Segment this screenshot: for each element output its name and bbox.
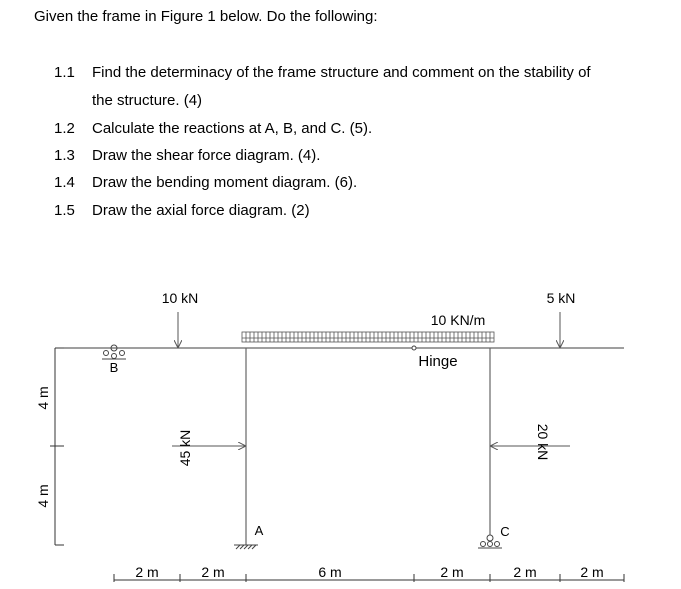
dim-segment: 2 m xyxy=(513,564,537,580)
vertical-dimension xyxy=(50,348,64,545)
udl-label: 10 KN/m xyxy=(430,312,486,328)
udl-load xyxy=(242,332,494,342)
support-C-roller xyxy=(478,535,502,548)
question-number: 1.3 xyxy=(54,147,75,164)
question-number: 1.4 xyxy=(54,174,75,191)
hinge-icon xyxy=(412,346,416,350)
question-number: 1.2 xyxy=(54,120,75,137)
question-number: 1.5 xyxy=(54,202,75,219)
question-text-cont: the structure. (4) xyxy=(92,92,203,109)
load-5kN-label: 5 kN xyxy=(546,290,576,306)
support-A-label: A xyxy=(254,523,264,538)
dim-height-lower: 4 m xyxy=(35,484,51,508)
dim-segment: 2 m xyxy=(440,564,464,580)
dim-segment: 2 m xyxy=(580,564,604,580)
question-text: Draw the shear force diagram. (4). xyxy=(92,147,321,164)
intro-text: Given the frame in Figure 1 below. Do the following: xyxy=(34,8,378,25)
question-text: Draw the axial force diagram. (2) xyxy=(92,202,310,219)
question-text: Calculate the reactions at A, B, and C. (5). xyxy=(92,120,373,137)
question-number: 1.1 xyxy=(54,64,75,81)
load-45kN-label: 45 kN xyxy=(177,429,193,467)
bottom-dimension xyxy=(114,574,624,582)
load-20kN-label: 20 kN xyxy=(535,423,551,461)
dim-height-upper: 4 m xyxy=(35,386,51,410)
support-B-label: B xyxy=(109,360,119,375)
support-B-roller xyxy=(102,345,126,359)
question-text: Draw the bending moment diagram. (6). xyxy=(92,174,358,191)
load-10kN-label: 10 kN xyxy=(161,290,199,306)
dim-segment: 6 m xyxy=(318,564,342,580)
support-C-label: C xyxy=(500,524,510,539)
question-text: Find the determinacy of the frame structure and comment on the stability of xyxy=(92,64,591,81)
hinge-label: Hinge xyxy=(418,353,458,370)
support-A-pin xyxy=(234,545,258,549)
dim-segment: 2 m xyxy=(135,564,159,580)
dim-segment: 2 m xyxy=(201,564,225,580)
